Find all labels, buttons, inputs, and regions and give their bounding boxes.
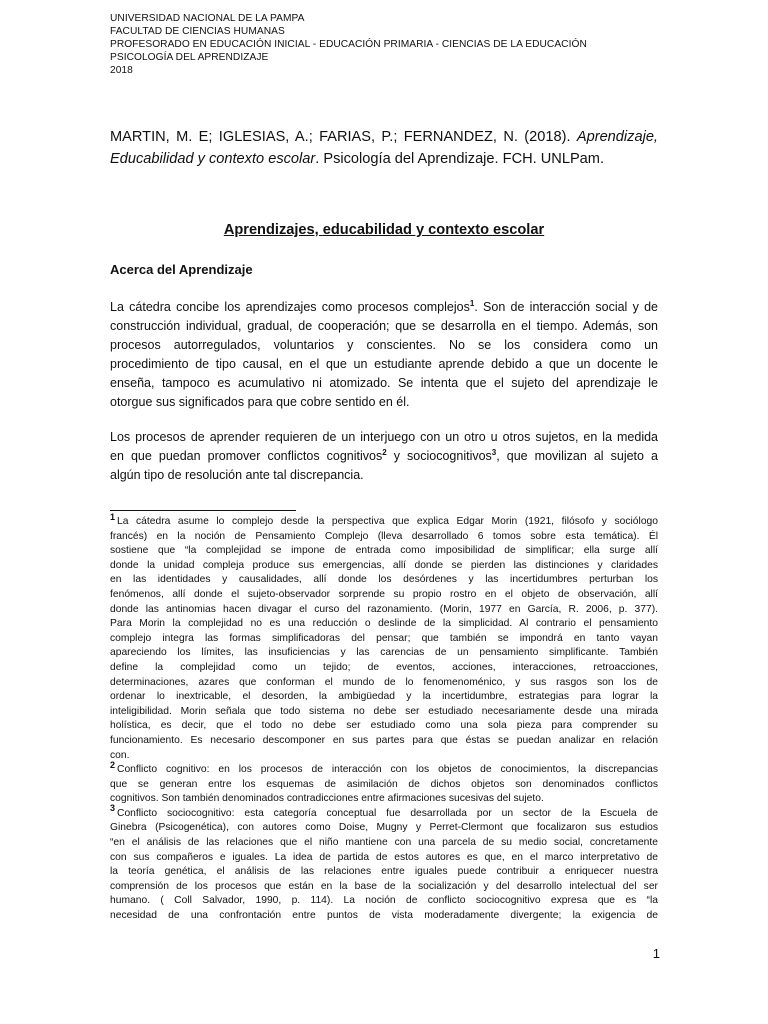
footnote-line: funcionamiento. Es necesario descomponer en sus partes para que éstas se puedan analizar en relación [110,734,658,746]
paragraph-2-line: algún tipo de resolución ante tal discrepancia. [110,468,364,482]
footnote-line: francés) en la noción de Pensamiento Complejo (lleva desarrollado 6 tomos sobre esta temática). Él [110,530,658,542]
citation-rest: . Psicología del Aprendizaje. FCH. UNLPam. [315,151,605,167]
document-title-wrap [110,220,658,240]
footnote-line: La cátedra asume lo complejo desde la perspectiva que explica Edgar Morin (1921, filósofo y sociólogo [117,516,658,527]
paragraph-2-line: Los procesos de aprender requieren de un interjuego con un otro u otros sujetos, en la medida [110,430,658,444]
institution-header [110,12,670,77]
paragraph-1-text: . Son de interacción social y de [474,300,658,314]
footnote-line: donde las antinomias hacen divagar el curso del razonamiento. (Morin, 1977 en García, R. 2006, p. 377). [110,603,658,615]
footnote-line: complejo integra las formas simplificadoras del pensar; que también se impondrá en tanto vayan [110,632,658,644]
footnote-line: que se generan entre los esquemas de asimilación de dichos objetos son denominados conflictos [110,778,658,790]
paragraph-1-text: La cátedra concibe los aprendizajes como procesos complejos [110,300,470,314]
paragraph-1 [110,298,658,412]
footnote-line: Ginebra (Psicogenética), con autores como Doise, Mugny y Perret-Clermont que focalizaron sus estudios [110,822,658,834]
footnotes [110,511,658,924]
footnote-3 [110,803,658,924]
footnote-line: donde la unidad compleja produce sus emergencias, allí donde se pierden las distinciones y claridades [110,559,658,571]
paragraph-2-text: , que movilizan al sujeto a [496,449,658,463]
footnote-line: cognitivos. Son también denominados contradicciones entre afirmaciones sucesivas del sujeto. [110,793,544,805]
citation-title-part1: Aprendizaje, [576,129,658,145]
footnote-ref-1[interactable]: 1 [469,298,475,308]
paragraph-1-line: procedimiento de tipo causal, en el que un estudiante aprende debido a que un docente le [110,357,658,371]
paragraph-1-line: construcción individual, gradual, de cooperación; que se desarrolla en el tiempo. Además, son [110,319,658,333]
paragraph-2 [110,428,658,485]
footnote-line: “en el análisis de las relaciones que el niño mantiene con una parcela de su medio social, concretamente [110,837,658,849]
citation-authors: MARTIN, M. E; IGLESIAS, A.; FARIAS, P.; FERNANDEZ, N. (2018). [110,129,577,145]
footnote-line: Conflicto cognitivo: en los procesos de interacción con los objetos de conocimientos, la discrepancias [117,764,658,776]
footnote-line: inteligibilidad. Morin señala que todo sistema no debe ser estudiado necesariamente desde una mirada [110,705,658,717]
footnote-line: ordenar lo inextricable, el desorden, la ambigüedad y la incertidumbre, estrategias para lograr la [110,691,658,703]
footnote-line: con sus compañeros e iguales. La idea de partida de estos autores es que, en el marco interpretativo de [110,851,658,863]
section-heading: Acerca del Aprendizaje [110,262,253,277]
footnote-3-number: 3 [110,803,116,814]
footnote-1-number: 1 [110,511,116,522]
header-programs: PROFESORADO EN EDUCACIÓN INICIAL - EDUCACIÓN PRIMARIA - CIENCIAS DE LA EDUCACIÓN [110,39,587,50]
footnote-line: sostiene que “la complejidad se impone de entrada como imposibilidad de simplificar; ella surge allí [110,545,658,557]
paragraph-1-line: enseña, tampoco es acumulativo ni atomizado. Se intenta que el sujeto del aprendizaje le [110,376,658,390]
footnote-line: la teoría genética, el análisis de las relaciones entre iguales puede contribuir a enriquecer nuestra [110,866,658,878]
header-year: 2018 [110,65,133,76]
footnote-line: necesidad de una confrontación entre puntos de vista moderadamente divergente; la exigencia de [110,910,658,922]
header-faculty: FACULTAD DE CIENCIAS HUMANAS [110,26,285,37]
footnote-line: humano. ( Coll Salvador, 1990, p. 114). La noción de conflicto sociocognitivo expresa que es “la [110,895,658,907]
footnote-2 [110,759,658,807]
footnote-line: Para Morin la complejidad no es una reducción o deslinde de la simplicidad. Al contrario el pensamiento [110,618,658,630]
paragraph-2-text: y sociocognitivos [386,449,492,463]
citation-reference [110,126,658,170]
page-number: 1 [652,946,660,961]
footnote-line: comprensión de los procesos que están en la base de la socialización y del desarrollo intelectual del ser [110,880,658,892]
footnote-line: holística, es decir, que el todo no debe ser estudiado como una sola pieza para comprender su [110,720,658,732]
footnote-2-number: 2 [110,759,116,770]
header-course: PSICOLOGÍA DEL APRENDIZAJE [110,52,269,63]
document-title: Aprendizajes, educabilidad y contexto escolar [223,222,545,238]
footnote-line: determinaciones, azares que conforman el mundo de lo fenomenoménico, y sus rasgos son los de [110,676,658,688]
header-university: UNIVERSIDAD NACIONAL DE LA PAMPA [110,13,305,24]
footnote-line: en las identidades y causalidades, allí donde los desórdenes y las incertidumbres perturban los [110,574,658,586]
footnote-line: define la complejidad como un tejido; de eventos, acciones, interacciones, retroacciones, [110,661,658,673]
footnote-ref-2[interactable]: 2 [382,447,387,457]
paragraph-1-line: procesos autorregulados, voluntarios y conscientes. No se los considera como un [110,338,658,352]
paragraph-1-line: otorgue sus significados para que cobre sentido en él. [110,395,410,409]
footnote-line: apareciendo los límites, las insuficiencias y las carencias de un pensamiento simplificante. También [110,647,658,659]
footnote-ref-3[interactable]: 3 [491,447,497,457]
footnote-line: con. [110,749,130,761]
footnote-line: Conflicto sociocognitivo: esta categoría conceptual fue desarrollada por un sector de la Escuela de [117,807,658,819]
footnote-line: fenómenos, allí donde el sujeto-observador sorprende su propio rostro en el objeto de observación, allí [110,588,658,600]
footnote-divider [110,510,296,511]
paragraph-2-text: en que puedan promover conflictos cognitivos [110,449,383,463]
footnote-1 [110,511,658,763]
citation-title-part2: Educabilidad y contexto escolar [110,151,316,167]
